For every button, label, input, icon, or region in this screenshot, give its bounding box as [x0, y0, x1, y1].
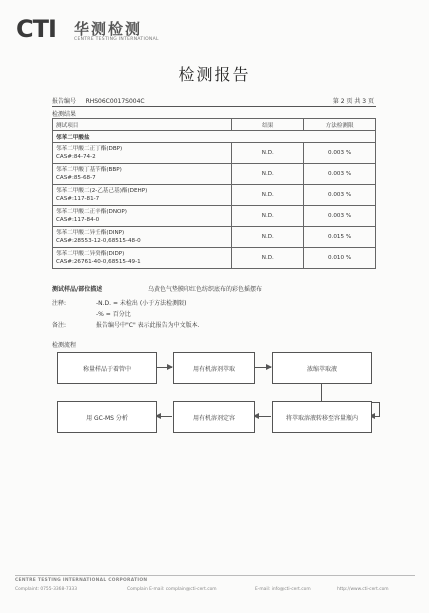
flow-step-analyze: 用 GC-MS 分析 — [57, 401, 157, 433]
limit-cell: 0.010 % — [304, 248, 376, 269]
results-table — [52, 118, 376, 269]
remark-label: 备注: — [52, 322, 67, 329]
compound-name: 邻苯二甲酸二正丁酯(DBP) — [56, 146, 123, 152]
result-cell: N.D. — [232, 206, 304, 227]
result-cell: N.D. — [232, 185, 304, 206]
flow-step-dilute: 用有机溶剂定容 — [173, 401, 255, 433]
flow-heading: 检测流程 — [52, 342, 77, 349]
footer-email: E-mail: info@cti-cert.com — [255, 587, 311, 592]
compound-cell — [53, 227, 232, 248]
note-text: -% = 百分比 — [96, 311, 131, 318]
compound-cell — [53, 164, 232, 185]
header-divider — [52, 106, 376, 107]
table-row — [53, 143, 376, 164]
table-row — [53, 248, 376, 269]
results-heading: 检测结果 — [52, 111, 77, 118]
footer-complaint-email: Complain E-mail: complain@cti-cert.com — [127, 587, 217, 592]
cas-number: CAS#:26761-40-0,68515-49-1 — [56, 259, 141, 265]
header-result: 结果 — [232, 119, 304, 131]
page-title: 检测报告 — [178, 65, 251, 84]
table-header-row — [53, 119, 376, 131]
footer-website: http://www.cti-cert.com — [337, 587, 389, 592]
header-detection-limit: 方法检测限 — [304, 119, 376, 131]
limit-cell: 0.003 % — [304, 185, 376, 206]
compound-cell — [53, 248, 232, 269]
logo-chinese-name: 华测检测 — [74, 20, 143, 38]
logo-english-name: CENTRE TESTING INTERNATIONAL — [74, 37, 159, 42]
table-row — [53, 185, 376, 206]
flow-step-concentrate: 浓缩萃取液 — [272, 352, 372, 384]
table-row — [53, 206, 376, 227]
limit-cell: 0.003 % — [304, 143, 376, 164]
cas-number: CAS#:117-81-7 — [56, 196, 100, 202]
remark-text: 报告编号中"C" 表示此报告为中文版本. — [96, 322, 200, 329]
header-test-item: 测试项目 — [53, 119, 232, 131]
footer-organization: CENTRE TESTING INTERNATIONAL CORPORATION — [15, 578, 148, 583]
logo-mark: CTI — [16, 15, 56, 43]
compound-name: 邻苯二甲酸二正辛酯(DNOP) — [56, 209, 127, 215]
sample-text: 乌黄色气垫膜印红色纺织底布的彩色摇摆布 — [148, 286, 263, 293]
note-label: 注释: — [52, 300, 67, 307]
flow-connector — [321, 383, 322, 402]
result-cell: N.D. — [232, 164, 304, 185]
table-group-row — [53, 131, 376, 143]
flow-step-transfer: 将萃取溶液转移至容量瓶内 — [272, 401, 372, 433]
table-row — [53, 164, 376, 185]
page-count: 第 2 页 共 3 页 — [332, 98, 374, 105]
report-number — [52, 96, 145, 105]
footer-complaint-phone: Complaint: 0755-3368-7333 — [15, 587, 78, 592]
footer — [15, 578, 415, 592]
sample-label: 测试样品/部位描述 — [52, 286, 103, 293]
result-cell: N.D. — [232, 143, 304, 164]
compound-cell — [53, 206, 232, 227]
limit-cell: 0.003 % — [304, 164, 376, 185]
compound-cell — [53, 185, 232, 206]
cas-number: CAS#:117-84-0 — [56, 217, 100, 223]
table-row — [53, 227, 376, 248]
cas-number: CAS#:85-68-7 — [56, 175, 96, 181]
compound-name: 邻苯二甲酸二异癸酯(DIDP) — [56, 251, 125, 257]
result-cell: N.D. — [232, 248, 304, 269]
flow-arrow — [254, 367, 271, 368]
note-text: -N.D. = 未检出 (小于方法检测限) — [96, 300, 187, 307]
flow-connector — [379, 402, 380, 416]
limit-cell: 0.015 % — [304, 227, 376, 248]
flow-arrow — [156, 367, 172, 368]
compound-name: 邻苯二甲酸二(2-乙基己基)酯(DEHP) — [56, 188, 148, 194]
limit-cell: 0.003 % — [304, 206, 376, 227]
compound-cell — [53, 143, 232, 164]
cas-number: CAS#:28553-12-0,68515-48-0 — [56, 238, 141, 244]
compound-name: 邻苯二甲酸丁基苄酯(BBP) — [56, 167, 122, 173]
cas-number: CAS#:84-74-2 — [56, 154, 96, 160]
compound-name: 邻苯二甲酸二异壬酯(DINP) — [56, 230, 125, 236]
flow-step-weigh: 称量样品于着管中 — [57, 352, 157, 384]
flow-arrow — [254, 416, 271, 417]
report-number-label: 报告编号 — [52, 98, 77, 105]
result-cell: N.D. — [232, 227, 304, 248]
group-name: 邻苯二甲酸盐 — [53, 131, 376, 143]
footer-divider — [15, 575, 415, 576]
flow-arrow — [156, 416, 172, 417]
report-number-value: RHS06C0017S004C — [85, 98, 145, 105]
sample-description — [52, 284, 263, 293]
flow-step-extract: 用有机溶剂萃取 — [173, 352, 255, 384]
